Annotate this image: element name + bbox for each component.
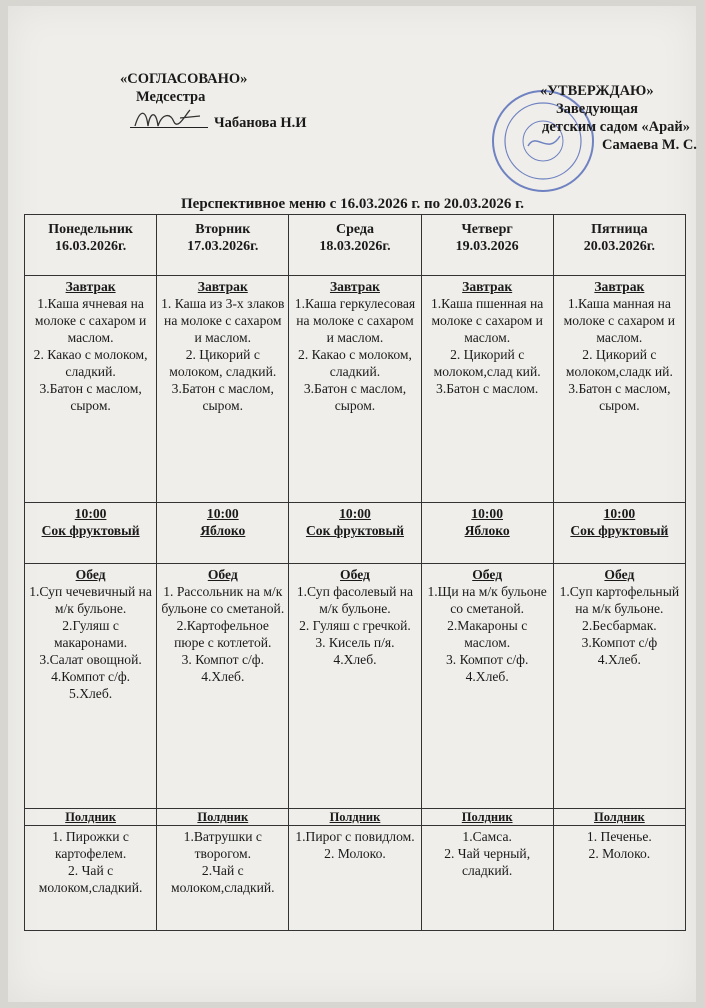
kindergarten-role: детским садом «Арай» xyxy=(542,119,691,135)
day-header: Четверг 19.03.2026 xyxy=(421,215,553,276)
poldnik-cell: 1.Ватрушки с творогом. 2.Чай с молоком,сладкий. xyxy=(157,826,289,931)
menu-table xyxy=(24,214,686,931)
lunch-cell: Обед 1.Суп картофельный на м/к бульоне. 2.Бесбармак. 3.Компот с/ф 4.Хлеб. xyxy=(553,564,685,809)
breakfast-cell: Завтрак 1.Каша геркулесовая на молоке с сахаром и маслом. 2. Какао с молоком, сладкий. 3.Батон с маслом, сыром. xyxy=(289,276,421,503)
snack-cell: 10:00 Яблоко xyxy=(157,503,289,564)
nurse-name: Чабанова Н.И xyxy=(214,115,307,131)
poldnik-cell: 1. Печенье. 2. Молоко. xyxy=(553,826,685,931)
poldnik-row xyxy=(25,826,686,931)
lunch-row xyxy=(25,564,686,809)
breakfast-cell: Завтрак 1. Каша из 3-х злаков на молоке с сахаром и маслом. 2. Цикорий с молоком, сладкий. 3.Батон с маслом, сыром. xyxy=(157,276,289,503)
days-row xyxy=(25,215,686,276)
lunch-cell: Обед 1.Суп фасолевый на м/к бульоне. 2. Гуляш с гречкой. 3. Кисель п/я. 4.Хлеб. xyxy=(289,564,421,809)
snack-10-row xyxy=(25,503,686,564)
snack-cell: 10:00 Сок фруктовый xyxy=(25,503,157,564)
poldnik-title: Полдник xyxy=(421,809,553,826)
poldnik-title: Полдник xyxy=(25,809,157,826)
nurse-role: Медсестра xyxy=(136,89,206,105)
snack-cell: 10:00 Сок фруктовый xyxy=(553,503,685,564)
day-header: Пятница 20.03.2026г. xyxy=(553,215,685,276)
approval-block-right xyxy=(538,82,697,154)
nurse-signature xyxy=(130,104,210,134)
day-header: Вторник 17.03.2026г. xyxy=(157,215,289,276)
poldnik-title-row xyxy=(25,809,686,826)
lunch-cell: Обед 1.Щи на м/к бульоне со сметаной. 2.Макароны с маслом. 3. Компот с/ф. 4.Хлеб. xyxy=(421,564,553,809)
poldnik-cell: 1. Пирожки с картофелем. 2. Чай с молоком,сладкий. xyxy=(25,826,157,931)
approval-block-left xyxy=(120,70,247,106)
day-header: Среда 18.03.2026г. xyxy=(289,215,421,276)
signature-line xyxy=(130,127,208,128)
lunch-cell: Обед 1.Суп чечевичный на м/к бульоне. 2.Гуляш с макаронами. 3.Салат овощной. 4.Компот с/ф. 5.Хлеб. xyxy=(25,564,157,809)
head-name: Самаева М. С. xyxy=(602,137,697,153)
approved-label: «СОГЛАСОВАНО» xyxy=(120,71,248,87)
head-role: Заведующая xyxy=(556,101,638,117)
poldnik-cell: 1.Пирог с повидлом. 2. Молоко. xyxy=(289,826,421,931)
breakfast-cell: Завтрак 1.Каша ячневая на молоке с сахаром и маслом. 2. Какао с молоком, сладкий. 3.Батон с маслом, сыром. xyxy=(25,276,157,503)
menu-title: Перспективное меню с 16.03.2026 г. по 20.03.2026 г. xyxy=(181,196,524,212)
approve-label: «УТВЕРЖДАЮ» xyxy=(540,83,654,99)
poldnik-title: Полдник xyxy=(289,809,421,826)
poldnik-title: Полдник xyxy=(553,809,685,826)
snack-cell: 10:00 Сок фруктовый xyxy=(289,503,421,564)
lunch-cell: Обед 1. Рассольник на м/к бульоне со сметаной. 2.Картофельное пюре с котлетой. 3. Компот с/ф. 4.Хлеб. xyxy=(157,564,289,809)
poldnik-cell: 1.Самса. 2. Чай черный, сладкий. xyxy=(421,826,553,931)
breakfast-cell: Завтрак 1.Каша пшенная на молоке с сахаром и маслом. 2. Цикорий с молоком,слад кий. 3.Батон с маслом. xyxy=(421,276,553,503)
day-header: Понедельник 16.03.2026г. xyxy=(25,215,157,276)
breakfast-row xyxy=(25,276,686,503)
breakfast-cell: Завтрак 1.Каша манная на молоке с сахаром и маслом. 2. Цикорий с молоком,сладк ий. 3.Батон с маслом, сыром. xyxy=(553,276,685,503)
snack-cell: 10:00 Яблоко xyxy=(421,503,553,564)
poldnik-title: Полдник xyxy=(157,809,289,826)
